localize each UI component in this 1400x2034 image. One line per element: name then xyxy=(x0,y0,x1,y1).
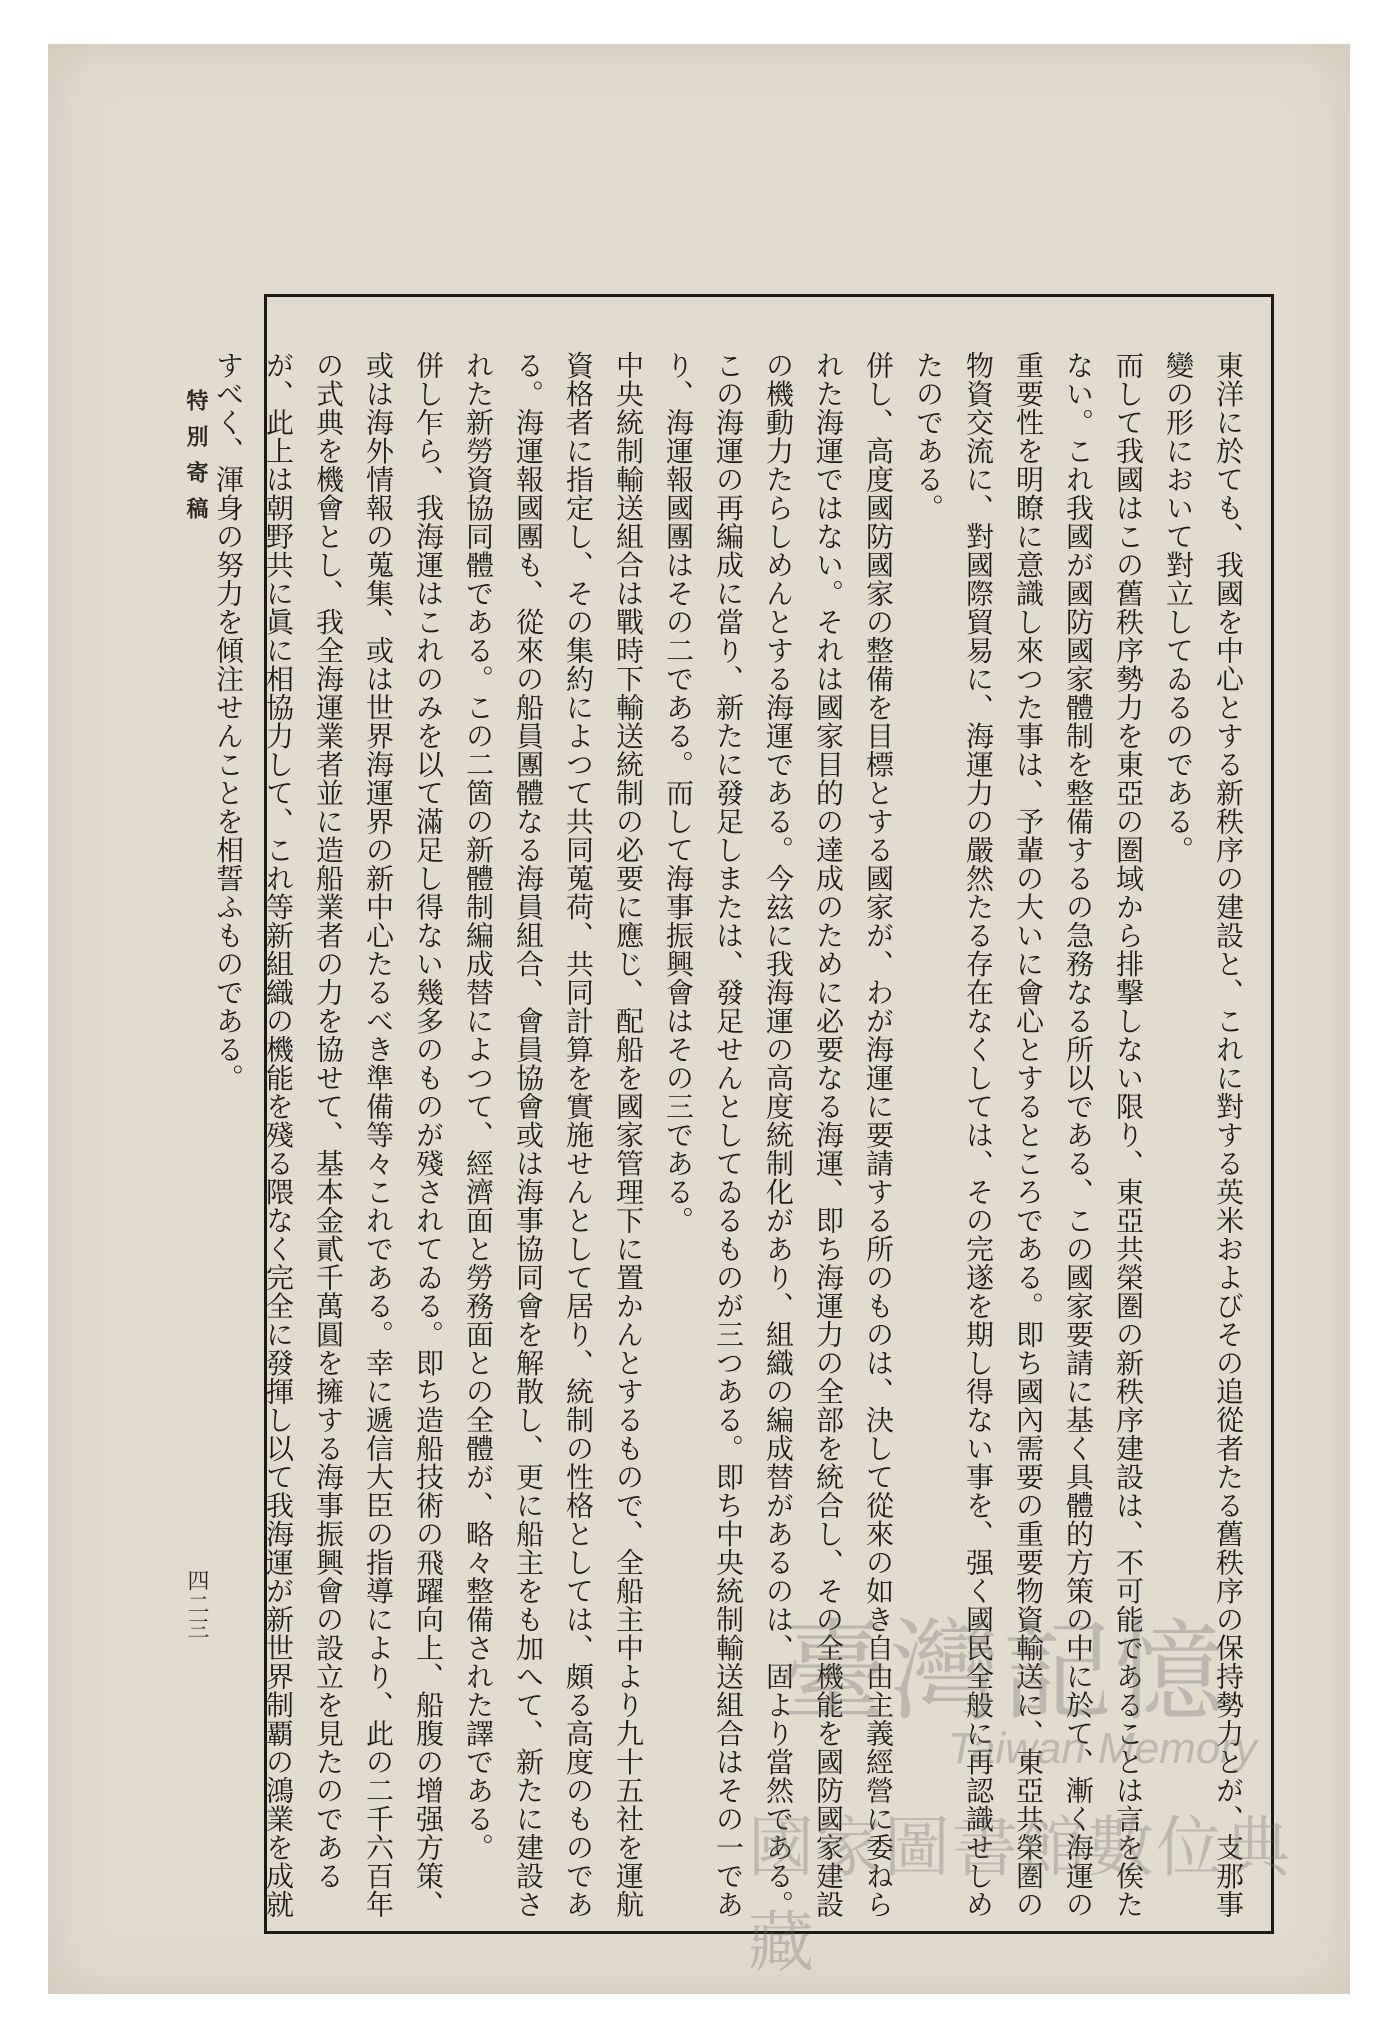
paragraph: 併し、高度國防國家の整備を目標とする國家が、わが海運に要請する所のものは、決して從來の如き自由主義經營に委ねられた海運ではない。それは國家目的の達成のために必要なる海運、即ち海運力の全部を統合し、その全機能を國防國家建設の機動力たらしめんとする海運である。今玆に我海運の高度統制化があり、組織の編成替があるのは、固より當然である。この海運の再編成に當り、新たに發足しまたは、發足せんとしてゐるものが三つある。即ち中央統制輸送組合はその一であり、海運報國團はその二である。而して海事振興會はその三である。 xyxy=(662,351,895,1919)
paragraph: 併し乍ら、我海運はこれのみを以て滿足し得ない幾多のものが殘されてゐる。即ち造船技術の飛躍向上、船腹の增强方策、或は海外情報の蒐集、或は世界海運界の新中心たるべき準備等々これである。幸に遞信大臣の指導により、此の二千六百年の式典を機會とし、我全海運業者並に造船業者の力を協せて、基本金貳千萬圓を擁する海事振興會の設立を見たのであるが、此上は朝野共に眞に相協力して、これ等新組織の機能を殘る隈なく完全に發揮し以て我海運が新世界制覇の鴻業を成就すべく、渾身の努力を傾注せんことを相誓ふものである。 xyxy=(212,351,445,1919)
watermark-brand: 臺灣記憶 xyxy=(778,1608,1226,1736)
running-header: 特別寄稿 xyxy=(183,389,209,533)
watermark-institution: 國家圖書館數位典藏 xyxy=(748,1809,1292,1981)
paragraph: 東洋に於ても、我國を中心とする新秩序の建設と、これに對する英米およびその追從者たる舊秩序の保持勢力とが、支那事變の形において對立してゐるのである。 xyxy=(1162,351,1245,1919)
article-body xyxy=(212,351,1253,1921)
paragraph: 中央統制輸送組合は戰時下輸送統制の必要に應じ、配船を國家管理下に置かんとするもので、全船主中より九十五社を運航資格者に指定し、その集約によつて共同蒐荷、共同計算を實施せんとして居り、統制の性格としては、頗る高度のものである。海運報國團も、從來の船員團體なる海員組合、會員協會或は海事協同會を解散し、更に船主をも加へて、新たに建設された新勞資協同體である。この二箇の新體制編成替によつて、經濟面と勞務面との全體が、略々整備された譯である。 xyxy=(462,351,645,1919)
text-frame xyxy=(212,294,1274,1934)
scanned-page xyxy=(48,44,1350,1994)
watermark-english: Taiwan Memory xyxy=(948,1724,1257,1773)
paragraph: 而して我國はこの舊秩序勢力を東亞の圏域から排撃しない限り、東亞共榮圏の新秩序建設は、不可能であることは言を俟たない。これ我國が國防國家體制を整備するの急務なる所以である、この國家要請に基く具體的方策の中に於て、漸く海運の重要性を明瞭に意識し來つた事は、予輩の大いに會心とするところである。即ち國內需要の重要物資輸送に、東亞共榮圏の物資交流に、對國際貿易に、海運力の嚴然たる存在なくしては、その完遂を期し得ない事を、强く國民全般に再認識せしめたのである。 xyxy=(912,351,1145,1919)
page-number: 四二三 xyxy=(184,1569,209,1641)
